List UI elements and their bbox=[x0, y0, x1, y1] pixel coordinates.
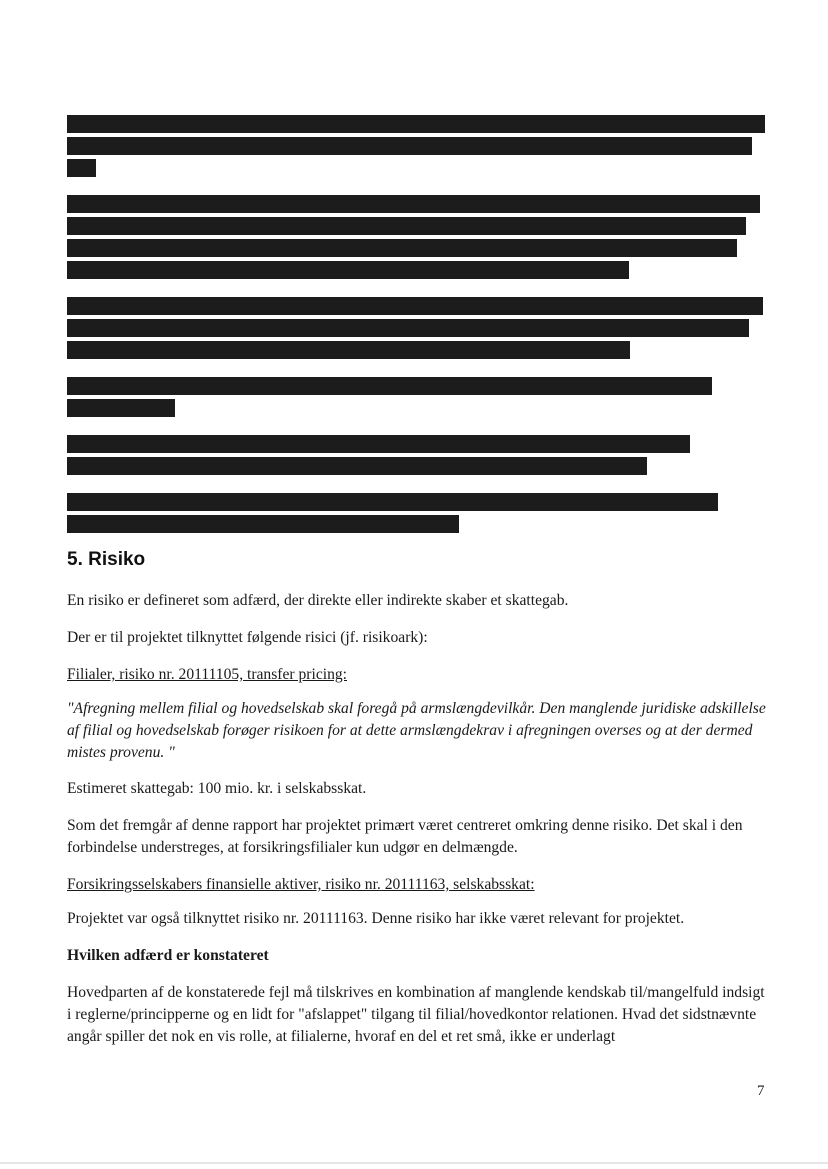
redaction-block bbox=[67, 493, 718, 511]
redaction-block bbox=[67, 297, 763, 315]
risk1-quote: "Afregning mellem filial og hovedselskab skal foregå på armslængdevilkår. Den manglende juridiske adskillelse af filial og hovedselskab forøger risikoen for at dette armslængdekrav i afregningen overses og at der dermed mistes provenu. " bbox=[67, 700, 766, 761]
redaction-block bbox=[67, 515, 459, 533]
redaction-block bbox=[67, 457, 647, 475]
scan-edge bbox=[0, 1162, 828, 1164]
page-number: 7 bbox=[757, 1083, 765, 1099]
risk-intro: Der er til projektet tilknyttet følgende risici (jf. risikoark): bbox=[67, 629, 428, 646]
redaction-block bbox=[67, 435, 690, 453]
redaction-block bbox=[67, 159, 96, 177]
redaction-block bbox=[67, 137, 752, 155]
redaction-block bbox=[67, 319, 749, 337]
redaction-block bbox=[67, 115, 765, 133]
behavior-paragraph: Hovedparten af de konstaterede fejl må tilskrives en kombination af manglende kendskab til/mangelfuld indsigt i reglerne/principperne og en lidt for "afslappet" tilgang til filial/hovedkontor relationen. Hvad det sidstnævnte angår spiller det nok en vis rolle, at filialerne, hvoraf en del et ret små, ikke er underlagt bbox=[67, 984, 765, 1045]
redaction-block bbox=[67, 261, 629, 279]
risk1-title: Filialer, risiko nr. 20111105, transfer pricing: bbox=[67, 666, 348, 683]
redaction-block bbox=[67, 239, 737, 257]
redaction-block bbox=[67, 341, 630, 359]
section-heading: 5. Risiko bbox=[67, 549, 146, 570]
risk-definition: En risiko er defineret som adfærd, der direkte eller indirekte skaber et skattegab. bbox=[67, 592, 569, 609]
redaction-block bbox=[67, 377, 712, 395]
risk2-note: Projektet var også tilknyttet risiko nr. 20111163. Denne risiko har ikke været relevant for projektet. bbox=[67, 910, 685, 927]
behavior-subheading: Hvilken adfærd er konstateret bbox=[67, 947, 269, 964]
redaction-block bbox=[67, 399, 175, 417]
risk1-estimate: Estimeret skattegab: 100 mio. kr. i selskabsskat. bbox=[67, 780, 367, 797]
risk2-title: Forsikringsselskabers finansielle aktiver, risiko nr. 20111163, selskabsskat: bbox=[67, 876, 535, 893]
risk1-note: Som det fremgår af denne rapport har projektet primært været centreret omkring denne risiko. Det skal i den forbindelse understreges, at forsikringsfilialer kun udgør en delmængde. bbox=[67, 817, 743, 856]
redaction-block bbox=[67, 217, 746, 235]
redaction-block bbox=[67, 195, 760, 213]
